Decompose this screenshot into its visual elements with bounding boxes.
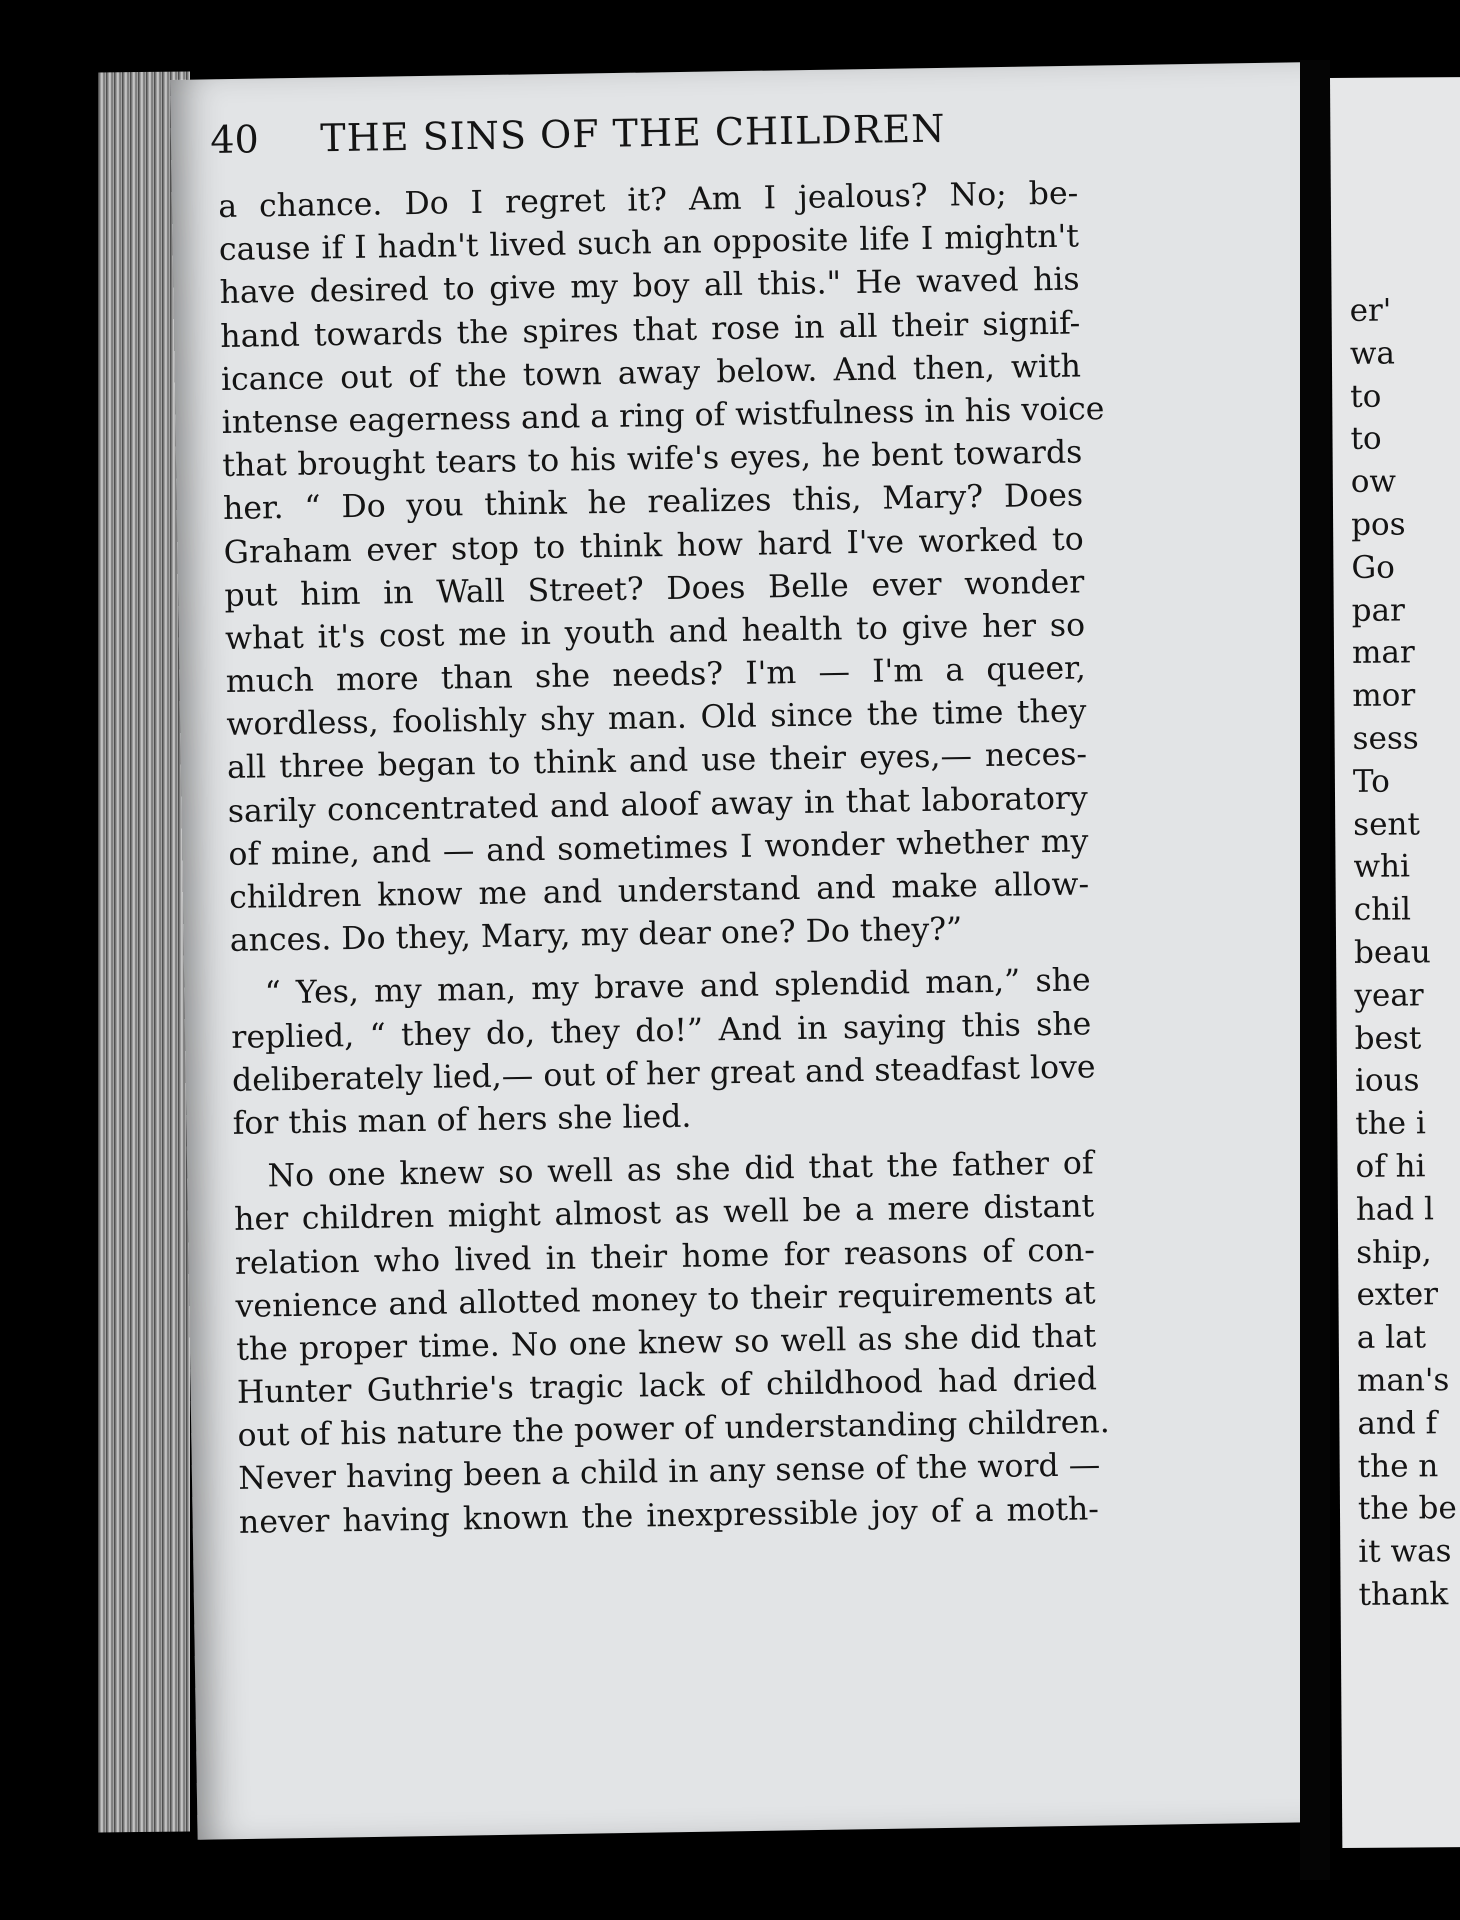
right-page-line-fragment: it was	[1358, 1533, 1452, 1570]
right-page-line-fragment: sess	[1352, 720, 1419, 757]
page-number: 40	[210, 117, 260, 162]
right-page-line-fragment: mar	[1351, 634, 1415, 672]
text-line: venience and allotted money to their requirements at	[235, 1275, 1096, 1325]
text-line: put him in Wall Street? Does Belle ever wonder	[224, 564, 1085, 614]
text-line: relation who lived in their home for reasons of con-	[234, 1231, 1096, 1282]
right-page-line-fragment: beau	[1353, 934, 1431, 971]
right-page-line-fragment: man's	[1356, 1362, 1450, 1399]
right-page-line-fragment: ow	[1350, 463, 1397, 501]
right-page-line-fragment: had l	[1355, 1191, 1435, 1228]
right-page-line-fragment: year	[1354, 977, 1424, 1014]
text-line: all three began to think and use their eyes,— neces-	[226, 736, 1088, 787]
right-page-line-fragment: a lat	[1356, 1319, 1427, 1356]
text-line: hand towards the spires that rose in all their signif-	[220, 305, 1081, 355]
right-page-line-fragment: of hi	[1355, 1148, 1426, 1185]
text-line: Hunter Guthrie's tragic lack of childhood had dried	[236, 1361, 1098, 1411]
text-line: sarily concentrated and aloof away in that laboratory	[227, 780, 1089, 830]
right-page	[1330, 77, 1460, 1848]
right-page-line-fragment: pos	[1350, 506, 1406, 543]
right-page-line-fragment: par	[1351, 592, 1405, 629]
text-line: for this man of hers she lied.	[232, 1098, 692, 1142]
right-page-line-fragment: the be	[1357, 1490, 1457, 1528]
text-line: her children might almost as well be a mere distant	[233, 1188, 1095, 1239]
right-page-line-fragment: whi	[1353, 848, 1411, 886]
right-page-line-fragment: the i	[1355, 1105, 1426, 1142]
right-page-line-fragment: the n	[1357, 1447, 1439, 1485]
text-line: Graham ever stop to think how hard I've worked to	[223, 520, 1084, 571]
text-line: No one knew so well as she did that the father of	[267, 1145, 1094, 1195]
text-line: “ Yes, my man, my brave and splendid man,” she	[264, 962, 1091, 1012]
right-page-line-fragment: sent	[1353, 805, 1421, 843]
text-line: Never having been a child in any sense of the word —	[238, 1447, 1101, 1498]
text-line: replied, “ they do, they do!” And in saying this she	[231, 1005, 1092, 1056]
right-page-line-fragment: wa	[1349, 335, 1396, 372]
right-page-line-fragment: thank	[1358, 1576, 1449, 1613]
text-line: ances. Do they, Mary, my dear one? Do they?”	[229, 911, 963, 960]
right-page-line-fragment: to	[1350, 378, 1382, 415]
right-page-line-fragment: ship,	[1356, 1233, 1432, 1271]
text-line: deliberately lied,— out of her great and steadfast love	[231, 1049, 1096, 1099]
text-line: out of his nature the power of understanding children.	[237, 1404, 1110, 1455]
right-page-line-fragment: ious	[1354, 1062, 1420, 1100]
text-line: never having known the inexpressible joy of a moth-	[238, 1490, 1100, 1541]
text-line: much more than she needs? I'm — I'm a queer,	[225, 650, 1086, 700]
text-line: icance out of the town away below. And then, with	[220, 348, 1082, 398]
text-line: a chance. Do I regret it? Am I jealous? No; be-	[218, 175, 1079, 225]
text-line: children know me and understand and make allow-	[228, 866, 1090, 916]
text-line: intense eagerness and a ring of wistfulness in his voice	[221, 391, 1105, 441]
right-page-line-fragment: mor	[1352, 677, 1416, 715]
text-line: cause if I hadn't lived such an opposite life I mightn't	[218, 218, 1080, 269]
text-line: have desired to give my boy all this." He waved his	[219, 261, 1080, 312]
text-line: of mine, and — and sometimes I wonder whether my	[228, 823, 1089, 873]
right-page-line-fragment: exter	[1356, 1276, 1439, 1314]
right-page-line-fragment: and f	[1357, 1405, 1438, 1442]
right-page-line-fragment: To	[1352, 763, 1390, 800]
book-gutter	[1300, 60, 1330, 1880]
right-page-line-fragment: Go	[1351, 549, 1395, 586]
text-line: the proper time. No one knew so well as she did that	[235, 1318, 1097, 1368]
right-page-line-fragment: best	[1354, 1019, 1422, 1057]
text-line: her. “ Do you think he realizes this, Mary? Does	[222, 477, 1084, 528]
right-page-line-fragment: er'	[1349, 292, 1392, 329]
text-line: wordless, foolishly shy man. Old since the time they	[226, 693, 1087, 744]
text-line: what it's cost me in youth and health to give her so	[224, 607, 1086, 657]
text-line: that brought tears to his wife's eyes, he bent towards	[222, 434, 1083, 485]
book-title: THE SINS OF THE CHILDREN	[319, 106, 946, 161]
right-page-line-fragment: to	[1350, 421, 1382, 458]
body-text	[218, 172, 1110, 1544]
right-page-line-fragment: chil	[1353, 891, 1412, 929]
right-page-text	[1349, 289, 1457, 1616]
